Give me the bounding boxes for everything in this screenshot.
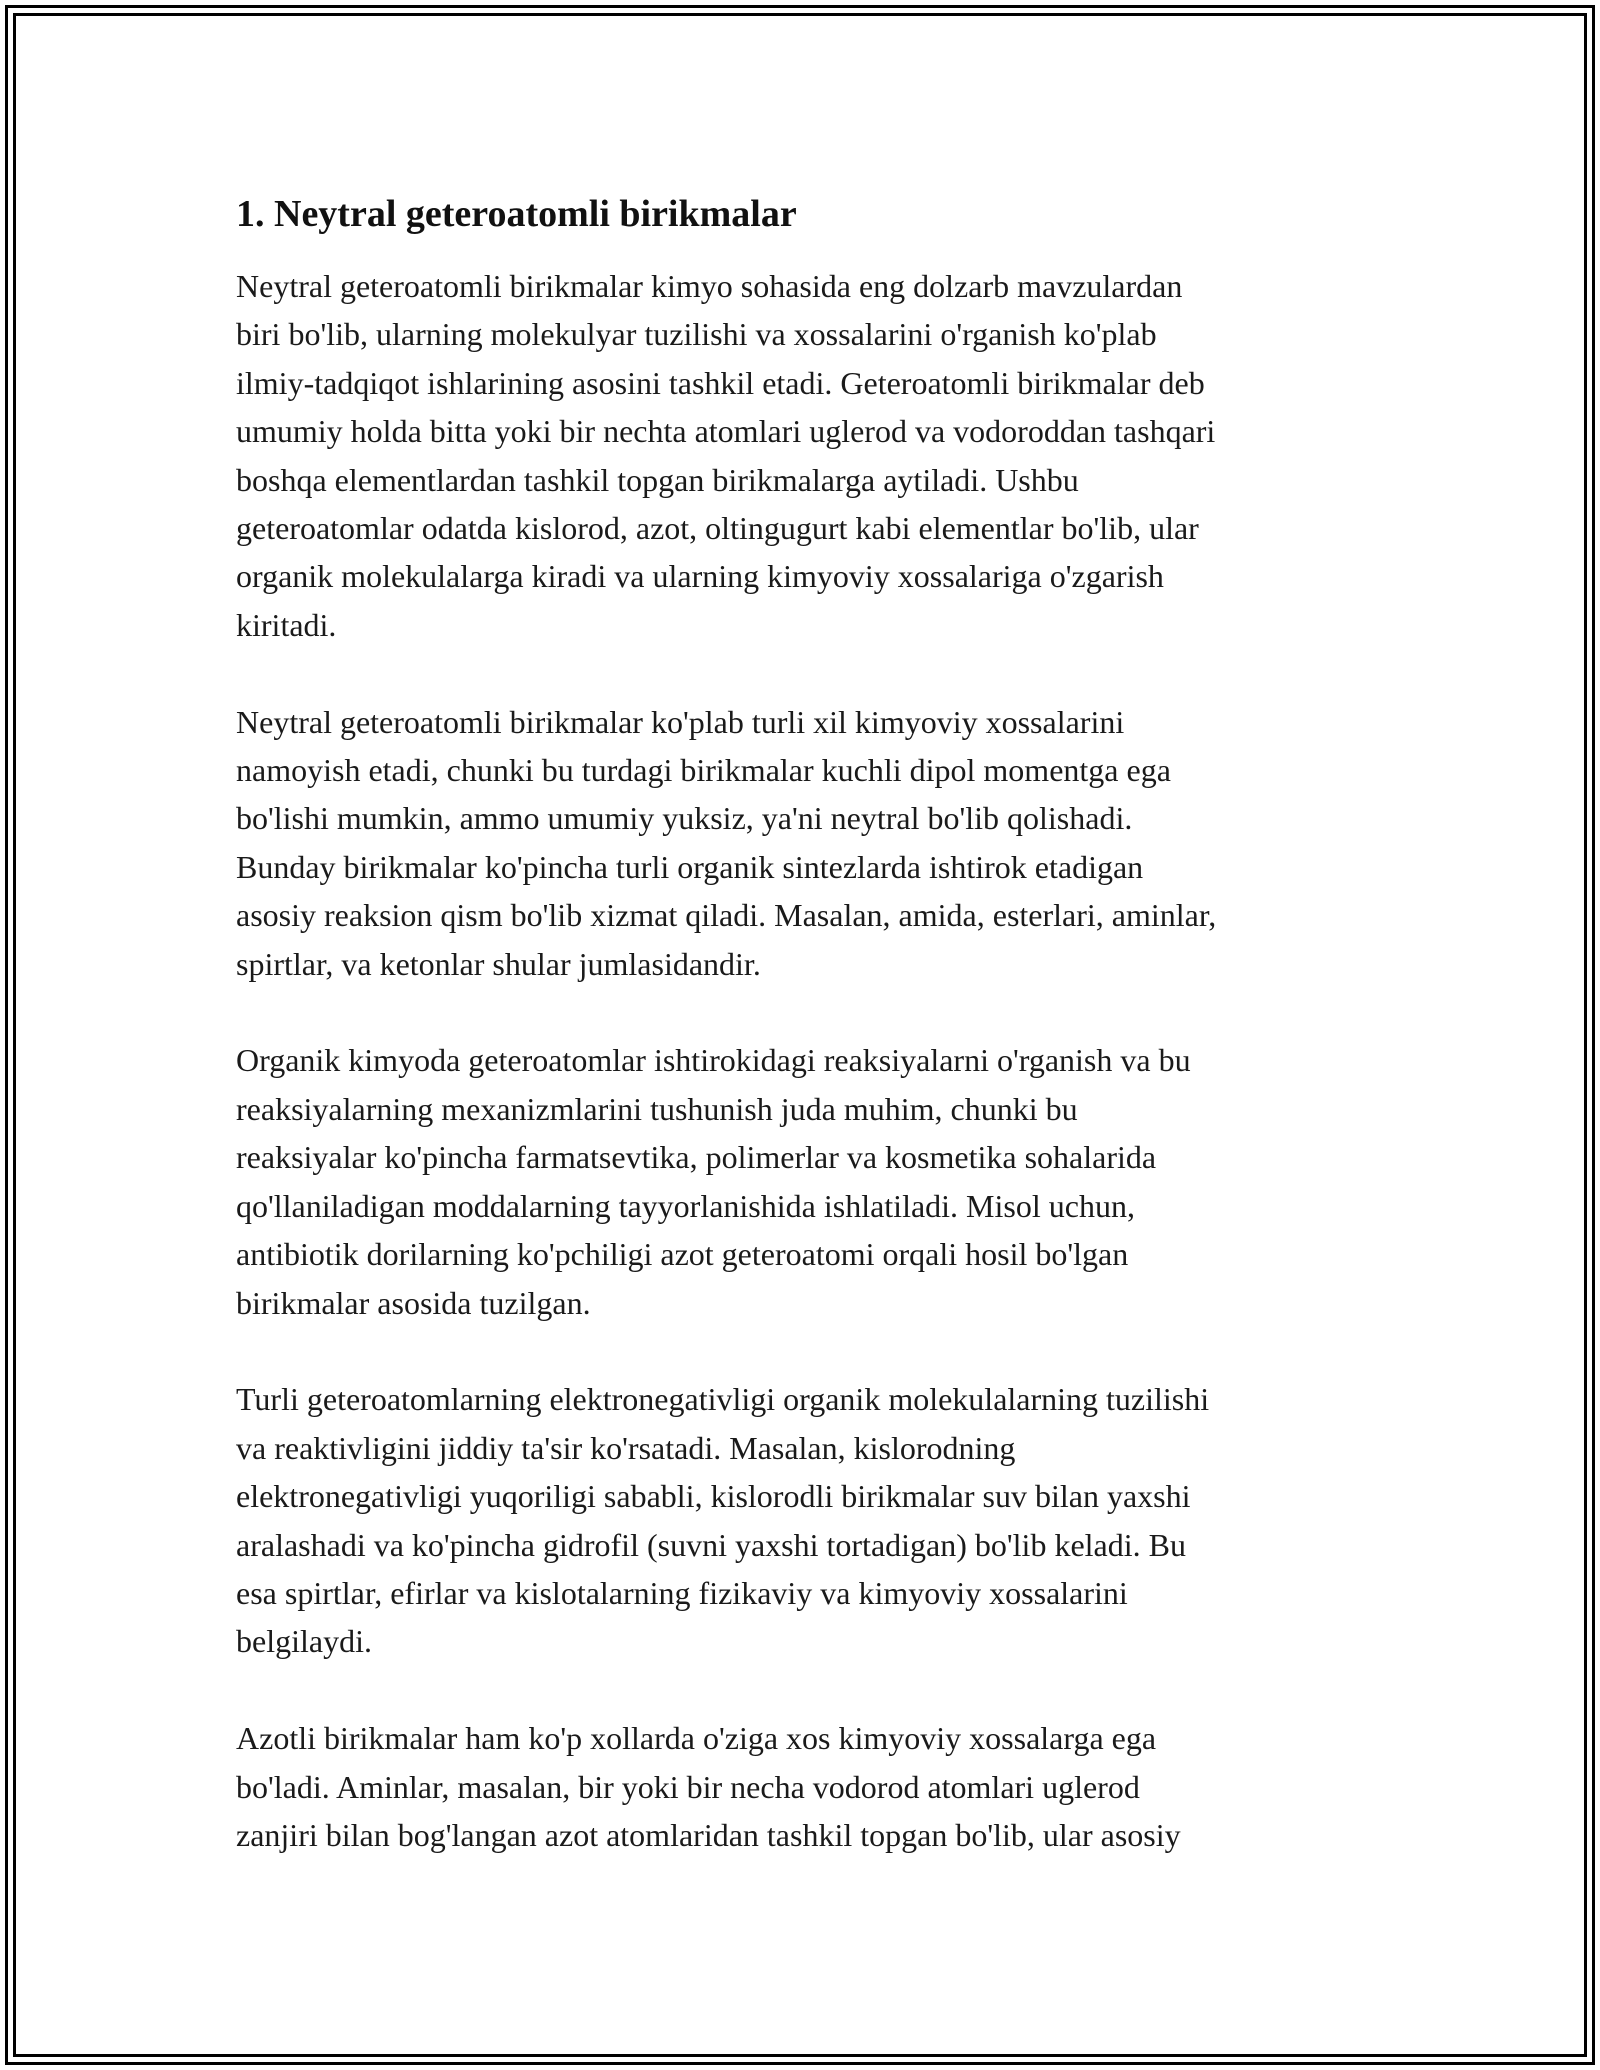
paragraph-1 [236, 262, 1376, 649]
text-line: reaksiyalarning mexanizmlarini tushunish juda muhim, chunki bu [236, 1090, 1078, 1127]
paragraph-3 [236, 1036, 1376, 1326]
text-line: aralashadi va ko'pincha gidrofil (suvni yaxshi tortadigan) bo'lib keladi. Bu [236, 1526, 1186, 1563]
text-line: kiritadi. [236, 606, 337, 643]
text-line: biri bo'lib, ularning molekulyar tuzilishi va xossalarini o'rganish ko'plab [236, 316, 1157, 353]
text-line: Neytral geteroatomli birikmalar ko'plab turli xil kimyoviy xossalarini [236, 703, 1125, 740]
text-line: bo'lishi mumkin, ammo umumiy yuksiz, ya'ni neytral bo'lib qolishadi. [236, 800, 1133, 837]
paragraph-2 [236, 698, 1376, 988]
text-line: spirtlar, va ketonlar shular jumlasidandir. [236, 945, 761, 982]
text-line: qo'llaniladigan moddalarning tayyorlanishida ishlatiladi. Misol uchun, [236, 1187, 1135, 1224]
text-line: va reaktivligini jiddiy ta'sir ko'rsatadi. Masalan, kislorodning [236, 1429, 1016, 1466]
text-line: bo'ladi. Aminlar, masalan, bir yoki bir necha vodorod atomlari uglerod [236, 1768, 1140, 1805]
document-body [236, 190, 1376, 1908]
text-line: belgilaydi. [236, 1623, 372, 1660]
text-line: Azotli birikmalar ham ko'p xollarda o'ziga xos kimyoviy xossalarga ega [236, 1720, 1157, 1757]
text-line: elektronegativligi yuqoriligi sababli, kislorodli birikmalar suv bilan yaxshi [236, 1478, 1191, 1515]
text-line: asosiy reaksion qism bo'lib xizmat qiladi. Masalan, amida, esterlari, aminlar, [236, 897, 1217, 934]
text-line: Neytral geteroatomli birikmalar kimyo sohasida eng dolzarb mavzulardan [236, 268, 1183, 304]
text-line: geteroatomlar odatda kislorod, azot, oltingugurt kabi elementlar bo'lib, ular [236, 510, 1199, 547]
text-line: zanjiri bilan bog'langan azot atomlaridan tashkil topgan bo'lib, ular asosiy [236, 1816, 1181, 1853]
text-line: boshqa elementlardan tashkil topgan birikmalarga aytiladi. Ushbu [236, 461, 1079, 498]
text-line: umumiy holda bitta yoki bir nechta atomlari uglerod va vodoroddan tashqari [236, 413, 1216, 450]
text-line: namoyish etadi, chunki bu turdagi birikmalar kuchli dipol momentga ega [236, 752, 1171, 789]
text-line: Organik kimyoda geteroatomlar ishtirokidagi reaksiyalarni o'rganish va bu [236, 1042, 1191, 1079]
text-line: birikmalar asosida tuzilgan. [236, 1284, 591, 1321]
text-line: esa spirtlar, efirlar va kislotalarning fizikaviy va kimyoviy xossalarini [236, 1574, 1128, 1611]
text-line: organik molekulalarga kiradi va ularning kimyoviy xossalariga o'zgarish [236, 558, 1164, 595]
paragraph-5 [236, 1714, 1376, 1859]
text-line: antibiotik dorilarning ko'pchiligi azot geteroatomi orqali hosil bo'lgan [236, 1236, 1129, 1273]
text-line: Turli geteroatomlarning elektronegativligi organik molekulalarning tuzilishi [236, 1381, 1210, 1418]
text-line: reaksiyalar ko'pincha farmatsevtika, polimerlar va kosmetika sohalarida [236, 1139, 1157, 1176]
text-line: ilmiy-tadqiqot ishlarining asosini tashkil etadi. Geteroatomli birikmalar deb [236, 364, 1205, 401]
text-line: Bunday birikmalar ko'pincha turli organik sintezlarda ishtirok etadigan [236, 848, 1144, 885]
section-title: 1. Neytral geteroatomli birikmalar [236, 193, 797, 235]
paragraph-4 [236, 1375, 1376, 1665]
